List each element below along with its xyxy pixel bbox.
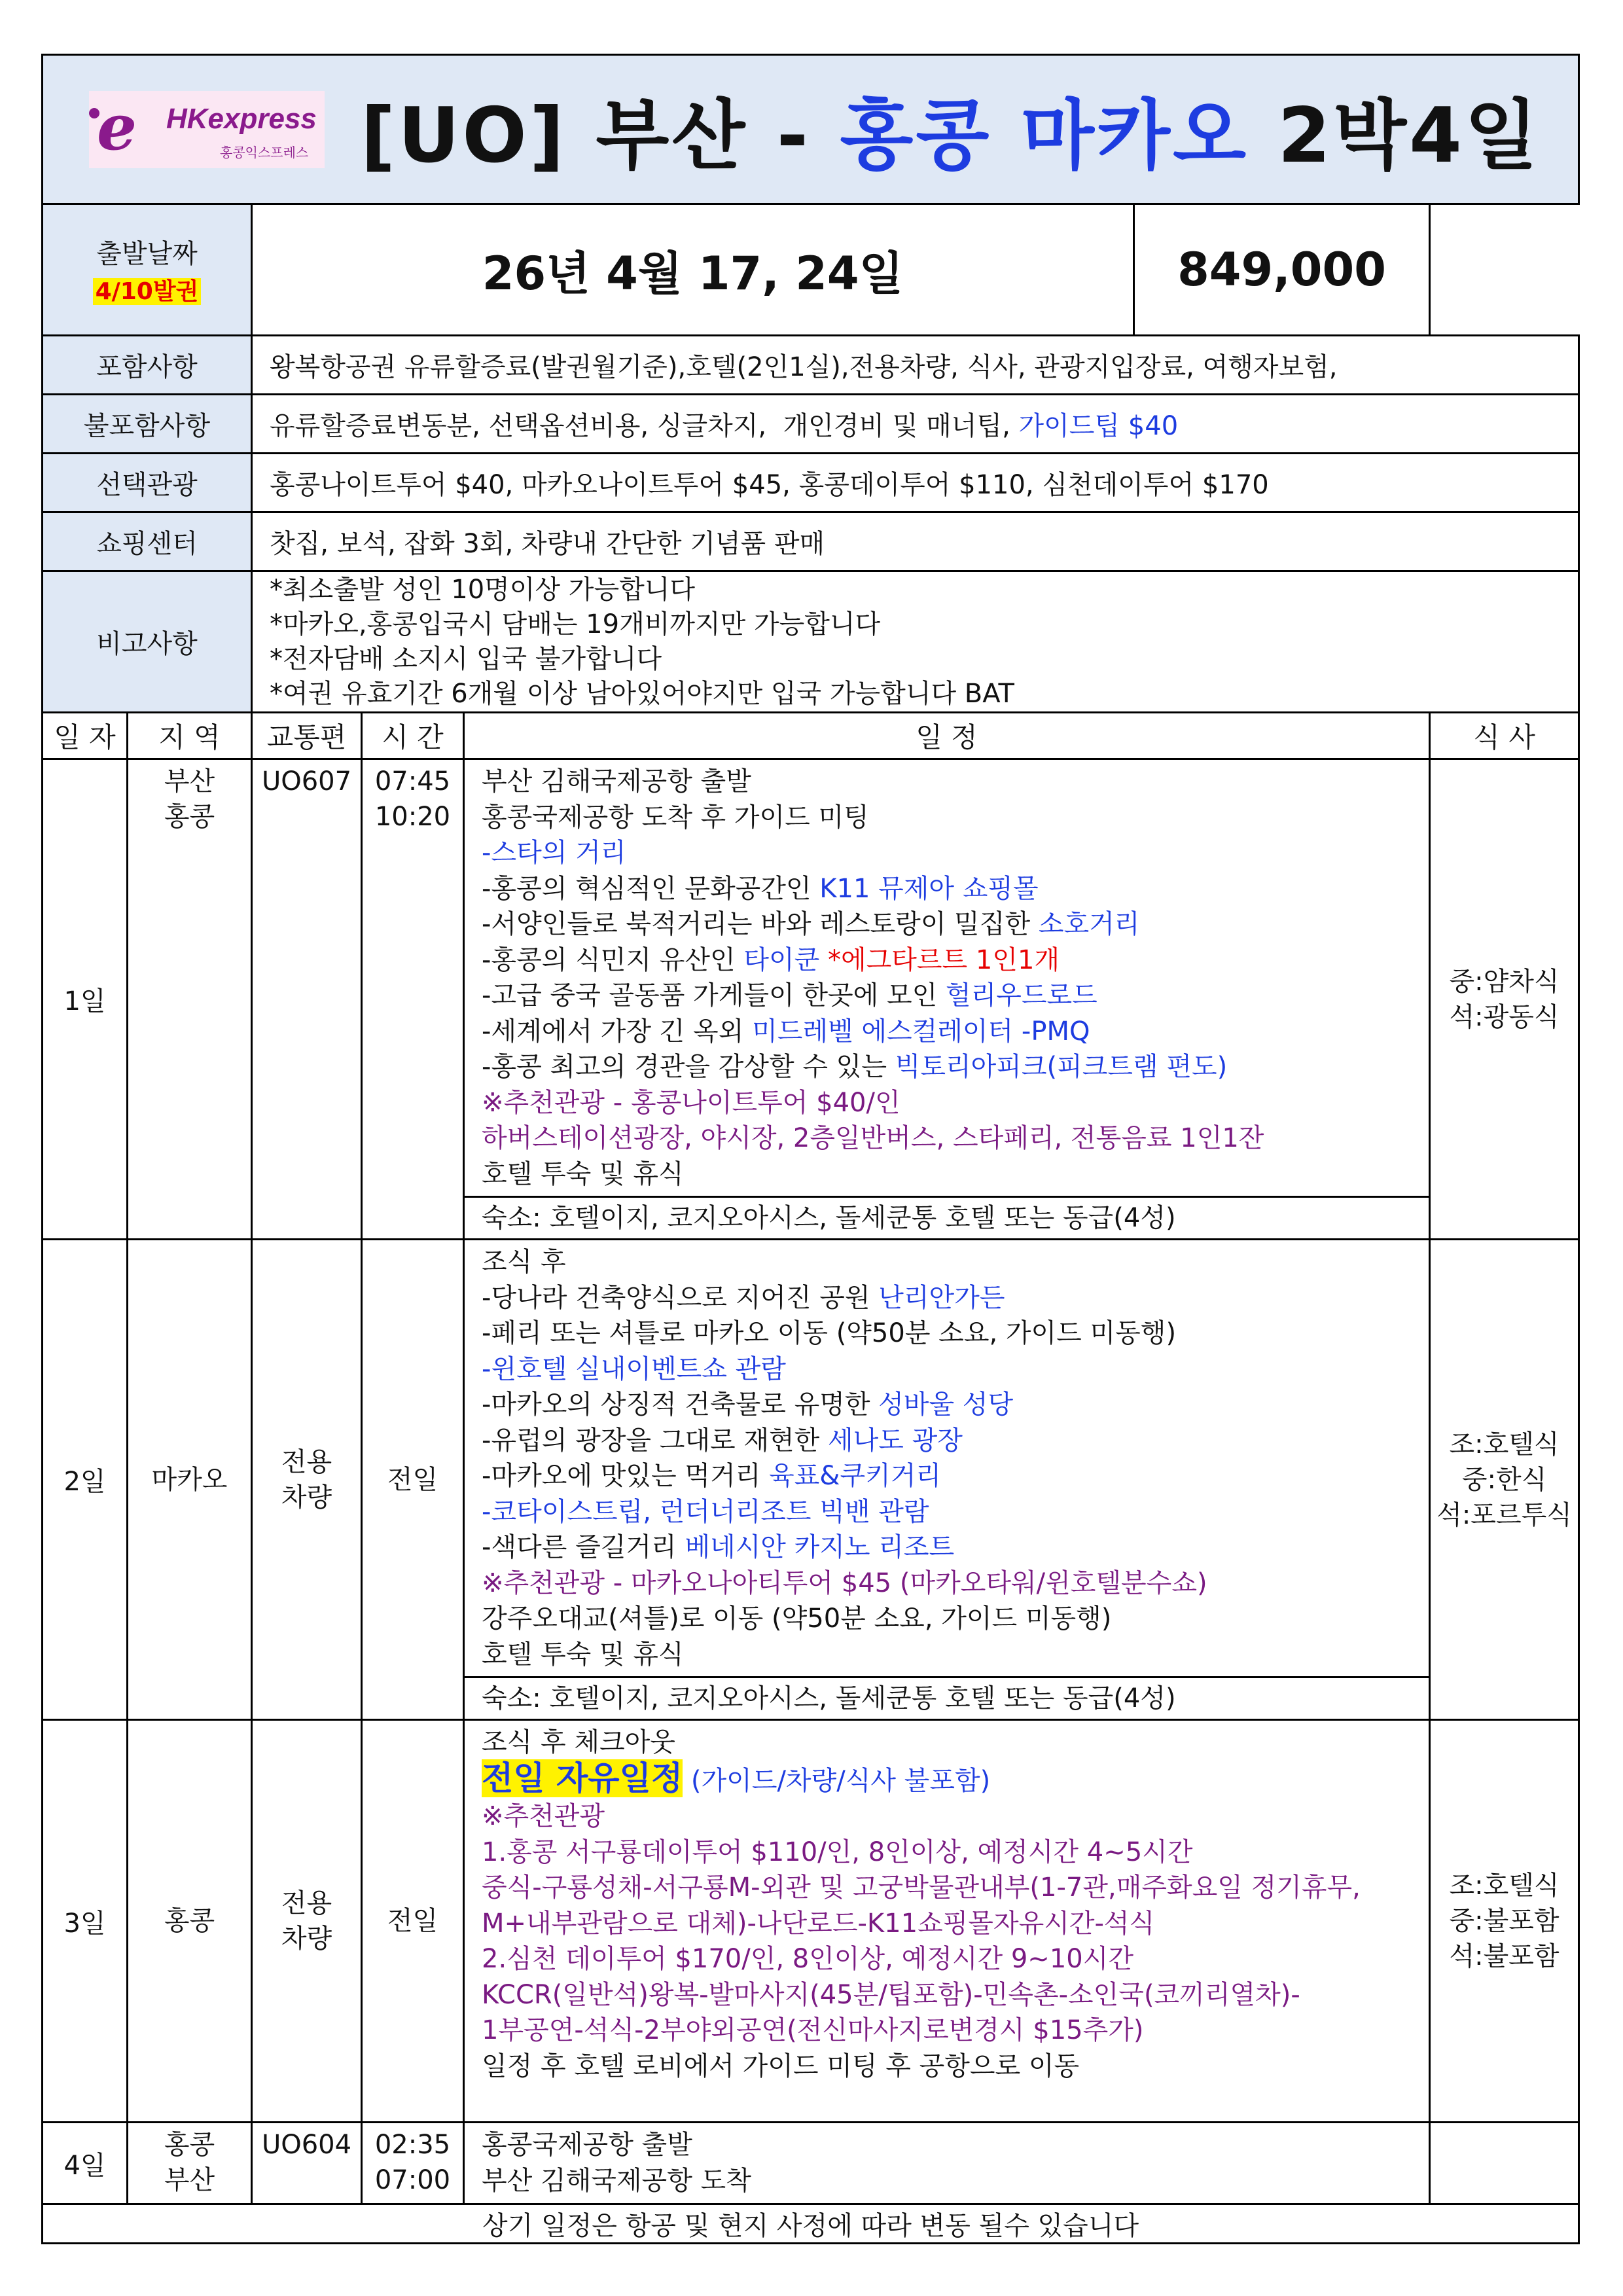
schedule-text: 부산 김해국제공항 도착 (482, 2165, 751, 2196)
meal-cell (1430, 759, 1579, 1240)
schedule-text: 2.심천 데이투어 $170/인, 8인이상, 예정시간 9~10시간 (482, 1944, 1133, 1974)
notes-cell (252, 571, 1579, 713)
col-meal: 식 사 (1430, 713, 1579, 759)
schedule-text: 타이쿤 (743, 944, 828, 975)
schedule-text: 호텔 투숙 및 휴식 (482, 1639, 684, 1670)
info-label: 불포함사항 (43, 395, 252, 454)
day-row (43, 2123, 1579, 2204)
schedule-lines (465, 760, 1429, 1196)
schedule-line (482, 906, 1416, 942)
schedule-line (482, 835, 1416, 871)
schedule-text: 호텔 투숙 및 휴식 (482, 1158, 684, 1189)
region-cell (128, 2123, 252, 2204)
page-title (361, 75, 1541, 184)
info-text: 홍콩나이트투어 $40, 마카오나이트투어 $45, 홍콩데이투어 $110, 심천데이투어 $170 (270, 470, 1269, 500)
schedule-cell (464, 1240, 1430, 1720)
time-value: 07:00 (374, 2165, 451, 2195)
schedule-text: -스타의 거리 (482, 838, 626, 868)
schedule-line (482, 1637, 1416, 1673)
meal-item: 석:광동식 (1449, 1001, 1560, 1032)
schedule-text: -페리 또는 셔틀로 마카오 이동 (약50분 소요, 가이드 미동행) (482, 1318, 1177, 1348)
note-line: *마카오,홍콩입국시 담배는 19개비까지만 가능합니다 (270, 609, 881, 639)
schedule-line (482, 2127, 1416, 2163)
info-label: 포함사항 (43, 336, 252, 395)
title-suffix: 2박4일 (1249, 92, 1541, 180)
schedule-line (482, 2163, 1416, 2199)
schedule-text: 난리안가든 (878, 1282, 1005, 1313)
schedule-cell (464, 1720, 1430, 2123)
schedule-text: KCCR(일반석)왕복-발마사지(45분/팁포함)-민속촌-소인국(코끼리열차)- (482, 1979, 1300, 2010)
time-value: 전일 (387, 1464, 438, 1495)
schedule-text: -윈호텔 실내이벤트쇼 관람 (482, 1354, 786, 1384)
footer-note: 상기 일정은 항공 및 현지 사정에 따라 변동 될수 있습니다 (43, 2204, 1579, 2244)
header-row (43, 55, 1579, 204)
header-cell (43, 55, 1579, 204)
time-value: 10:20 (374, 802, 451, 832)
note-line: *여권 유효기간 6개월 이상 남아있어야지만 입국 가능합니다 BAT (270, 678, 1014, 709)
info-value (252, 336, 1579, 395)
schedule-text: 일정 후 호텔 로비에서 가이드 미팅 후 공항으로 이동 (482, 2051, 1080, 2081)
col-day: 일 자 (43, 713, 128, 759)
schedule-text: -홍콩의 식민지 유산인 (482, 944, 744, 975)
info-value (252, 512, 1579, 571)
schedule-text: -세계에서 가장 긴 옥외 (482, 1016, 753, 1047)
hkexpress-logo (89, 91, 325, 168)
schedule-text: 소호거리 (1038, 909, 1140, 939)
schedule-line (482, 1352, 1416, 1388)
meal-item: 석:불포함 (1449, 1941, 1560, 1971)
meal-cell (1430, 2123, 1579, 2204)
col-region: 지 역 (128, 713, 252, 759)
schedule-lines (465, 2123, 1429, 2202)
schedule-text: 조식 후 (482, 1247, 566, 1277)
logo-subtitle: 홍콩익스프레스 (220, 144, 309, 160)
footer-row (43, 2204, 1579, 2244)
schedule-lines (465, 1240, 1429, 1676)
schedule-line (482, 1761, 1416, 1799)
price: 849,000 (1177, 243, 1386, 296)
day-label: 2일 (43, 1240, 128, 1720)
schedule-text: 헐리우드로드 (945, 980, 1097, 1011)
title-prefix: [UO] 부산 - (361, 92, 840, 180)
schedule-line (482, 1085, 1416, 1121)
note-line: *최소출발 성인 10명이상 가능합니다 (270, 574, 696, 605)
day-label: 4일 (43, 2123, 128, 2204)
schedule-section (43, 759, 1579, 2204)
departure-dates-cell (252, 204, 1430, 336)
schedule-text: 육표&쿠키거리 (768, 1461, 942, 1491)
schedule-line (482, 764, 1416, 800)
transport-cell: UO607 (252, 759, 362, 1240)
info-text: 왕복항공권 유류할증료(발권월기준),호텔(2인1실),전용차량, 식사, 관광지입장료, 여행자보험, (270, 352, 1338, 382)
schedule-text: *에그타르트 1인1개 (827, 944, 1060, 975)
schedule-line (482, 1799, 1416, 1835)
schedule-text: -마카오의 상징적 건축물로 유명한 (482, 1390, 879, 1420)
itinerary-table (41, 54, 1580, 2244)
region-cell (128, 1240, 252, 1720)
schedule-line (482, 978, 1416, 1014)
time-value: 02:35 (374, 2130, 451, 2160)
meal-item: 중:한식 (1461, 1464, 1547, 1495)
day-label: 1일 (43, 759, 128, 1240)
schedule-text: -당나라 건축양식으로 지어진 공원 (482, 1282, 879, 1313)
schedule-text: 홍콩국제공항 도착 후 가이드 미팅 (482, 802, 869, 833)
info-value (252, 454, 1579, 512)
info-text-highlight: 가이드팁 $40 (1018, 411, 1179, 441)
col-schedule: 일 정 (464, 713, 1430, 759)
schedule-text: -홍콩 최고의 경관을 감상할 수 있는 (482, 1052, 895, 1082)
col-transport: 교통편 (252, 713, 362, 759)
schedule-line (482, 1458, 1416, 1494)
meal-item: 조:호텔식 (1449, 1871, 1560, 1901)
region-name: 홍콩 (164, 802, 215, 832)
meal-cell (1430, 1720, 1579, 2123)
notes-row (43, 571, 1579, 713)
schedule-text: ※추천관광 (482, 1801, 605, 1831)
schedule-text: 홍콩국제공항 출발 (482, 2130, 692, 2160)
schedule-text: ※추천관광 - 홍콩나이트투어 $40/인 (482, 1087, 901, 1118)
schedule-text: -서양인들로 북적거리는 바와 레스토랑이 밀집한 (482, 909, 1039, 939)
schedule-line (482, 1566, 1416, 1602)
free-schedule-highlight: 전일 자유일정 (482, 1759, 683, 1797)
day-row (43, 1240, 1579, 1720)
time-cell (362, 2123, 464, 2204)
schedule-text: -코타이스트립, 런더너리조트 빅밴 관람 (482, 1496, 929, 1527)
schedule-line (482, 1387, 1416, 1423)
schedule-lines (465, 1721, 1429, 2088)
note-line: *전자담배 소지시 입국 불가합니다 (270, 643, 662, 674)
schedule-line (482, 1157, 1416, 1193)
schedule-line (482, 1977, 1416, 2013)
region-name: 부산 (164, 2165, 215, 2195)
schedule-line (482, 1494, 1416, 1530)
transport-cell: UO604 (252, 2123, 362, 2204)
schedule-text: (가이드/차량/식사 불포함) (683, 1765, 991, 1796)
meal-item: 중:불포함 (1449, 1906, 1560, 1936)
schedule-text: 미드레벨 에스컬레이터 -PMQ (752, 1016, 1090, 1047)
logo-e-icon: e (97, 90, 137, 164)
region-cell (128, 1720, 252, 2123)
schedule-text: 빅토리아피크(피크트램 편도) (895, 1052, 1228, 1082)
schedule-text: -유럽의 광장을 그대로 재현한 (482, 1425, 828, 1456)
schedule-text: 부산 김해국제공항 출발 (482, 766, 751, 797)
schedule-text: 강주오대교(셔틀)로 이동 (약50분 소요, 가이드 미동행) (482, 1604, 1112, 1634)
info-row (43, 454, 1579, 512)
time-cell (362, 1240, 464, 1720)
region-name: 부산 (164, 766, 215, 797)
time-value: 07:45 (374, 766, 451, 797)
schedule-text: -고급 중국 골동품 가게들이 한곳에 모인 (482, 980, 946, 1011)
meal-item: 조:호텔식 (1449, 1429, 1560, 1460)
schedule-text: ※추천관광 - 마카오나아티투어 $45 (마카오타워/윈호텔분수쇼) (482, 1568, 1207, 1598)
day-label: 3일 (43, 1720, 128, 2123)
schedule-line (482, 1423, 1416, 1459)
meal-item: 중:얌차식 (1449, 966, 1560, 997)
notes-label: 비고사항 (43, 571, 252, 713)
schedule-text: -마카오에 맛있는 먹거리 (482, 1461, 769, 1491)
region-name: 홍콩 (164, 2130, 215, 2160)
col-time: 시 간 (362, 713, 464, 759)
info-row (43, 395, 1579, 454)
time-cell (362, 759, 464, 1240)
transport-cell: 전용 차량 (252, 1720, 362, 2123)
schedule-text: 하버스테이션광장, 야시장, 2층일반버스, 스타페리, 전통음료 1인1잔 (482, 1123, 1264, 1153)
schedule-line (482, 1049, 1416, 1085)
schedule-text: 성바울 성당 (878, 1390, 1014, 1420)
schedule-cell (464, 759, 1430, 1240)
departure-dates: 26년 4월 17, 24일 (253, 205, 1135, 334)
schedule-line (482, 1121, 1416, 1157)
region-name: 마카오 (151, 1464, 228, 1495)
schedule-text: 중식-구룡성채-서구룡M-외관 및 고궁박물관내부(1-7관,매주화요일 정기휴무, (482, 1873, 1361, 1903)
schedule-line (482, 1244, 1416, 1280)
info-label: 쇼핑센터 (43, 512, 252, 571)
ticketing-badge: 4/10발권 (93, 278, 202, 305)
meal-cell (1430, 1240, 1579, 1720)
schedule-line (482, 800, 1416, 836)
lodging-info: 숙소: 호텔이지, 코지오아시스, 돌세쿤통 호텔 또는 동급(4성) (465, 1676, 1429, 1719)
schedule-line (482, 1941, 1416, 1977)
schedule-text: M+내부관람으로 대체)-나단로드-K11쇼핑몰자유시간-석식 (482, 1908, 1155, 1939)
region-name: 홍콩 (164, 1906, 215, 1936)
schedule-line (482, 1906, 1416, 1942)
departure-row (43, 204, 1579, 336)
info-row (43, 512, 1579, 571)
meal-item: 석:포르투식 (1436, 1499, 1572, 1530)
logo-name: HKexpress (166, 102, 317, 135)
info-text: 유류할증료변동분, 선택옵션비용, 싱글차지, 개인경비 및 매너팁, (270, 411, 1019, 441)
schedule-text: 조식 후 체크아웃 (482, 1727, 675, 1757)
schedule-text: 1.홍콩 서구룡데이투어 $110/인, 8인이상, 예정시간 4~5시간 (482, 1837, 1193, 1867)
column-header-row (43, 713, 1579, 759)
schedule-text: 세나도 광장 (827, 1425, 963, 1456)
schedule-text: 베네시안 카지노 리조트 (685, 1532, 955, 1562)
schedule-text: -색다른 즐길거리 (482, 1532, 685, 1562)
info-value (252, 395, 1579, 454)
schedule-line (482, 2049, 1416, 2085)
transport-cell: 전용 차량 (252, 1240, 362, 1720)
day-row (43, 759, 1579, 1240)
schedule-line (482, 1870, 1416, 1906)
time-value: 전일 (387, 1906, 438, 1936)
schedule-line (482, 2013, 1416, 2049)
schedule-text: 1부공연-석식-2부야외공연(전신마사지로변경시 $15추가) (482, 2015, 1144, 2045)
schedule-text: -홍콩의 혁심적인 문화공간인 (482, 873, 820, 904)
schedule-line (482, 1835, 1416, 1871)
schedule-line (482, 1601, 1416, 1637)
region-cell (128, 759, 252, 1240)
schedule-line (482, 942, 1416, 978)
info-text: 찻집, 보석, 잡화 3회, 차량내 간단한 기념품 판매 (270, 529, 825, 559)
schedule-cell (464, 2123, 1430, 2204)
schedule-line (482, 1014, 1416, 1050)
schedule-line (482, 1316, 1416, 1352)
schedule-line (482, 871, 1416, 907)
info-row (43, 336, 1579, 395)
schedule-line (482, 1725, 1416, 1761)
schedule-line (482, 1530, 1416, 1566)
itinerary-sheet (41, 54, 1578, 2244)
info-label: 선택관광 (43, 454, 252, 512)
departure-label-cell (43, 204, 252, 336)
info-section (43, 336, 1579, 571)
time-cell (362, 1720, 464, 2123)
title-highlight: 홍콩 마카오 (840, 92, 1249, 180)
day-row (43, 1720, 1579, 2123)
lodging-info: 숙소: 호텔이지, 코지오아시스, 돌세쿤통 호텔 또는 동급(4성) (465, 1196, 1429, 1238)
schedule-line (482, 1280, 1416, 1316)
departure-label: 출발날짜 (96, 239, 198, 269)
schedule-text: K11 뮤제아 쇼핑몰 (819, 873, 1039, 904)
